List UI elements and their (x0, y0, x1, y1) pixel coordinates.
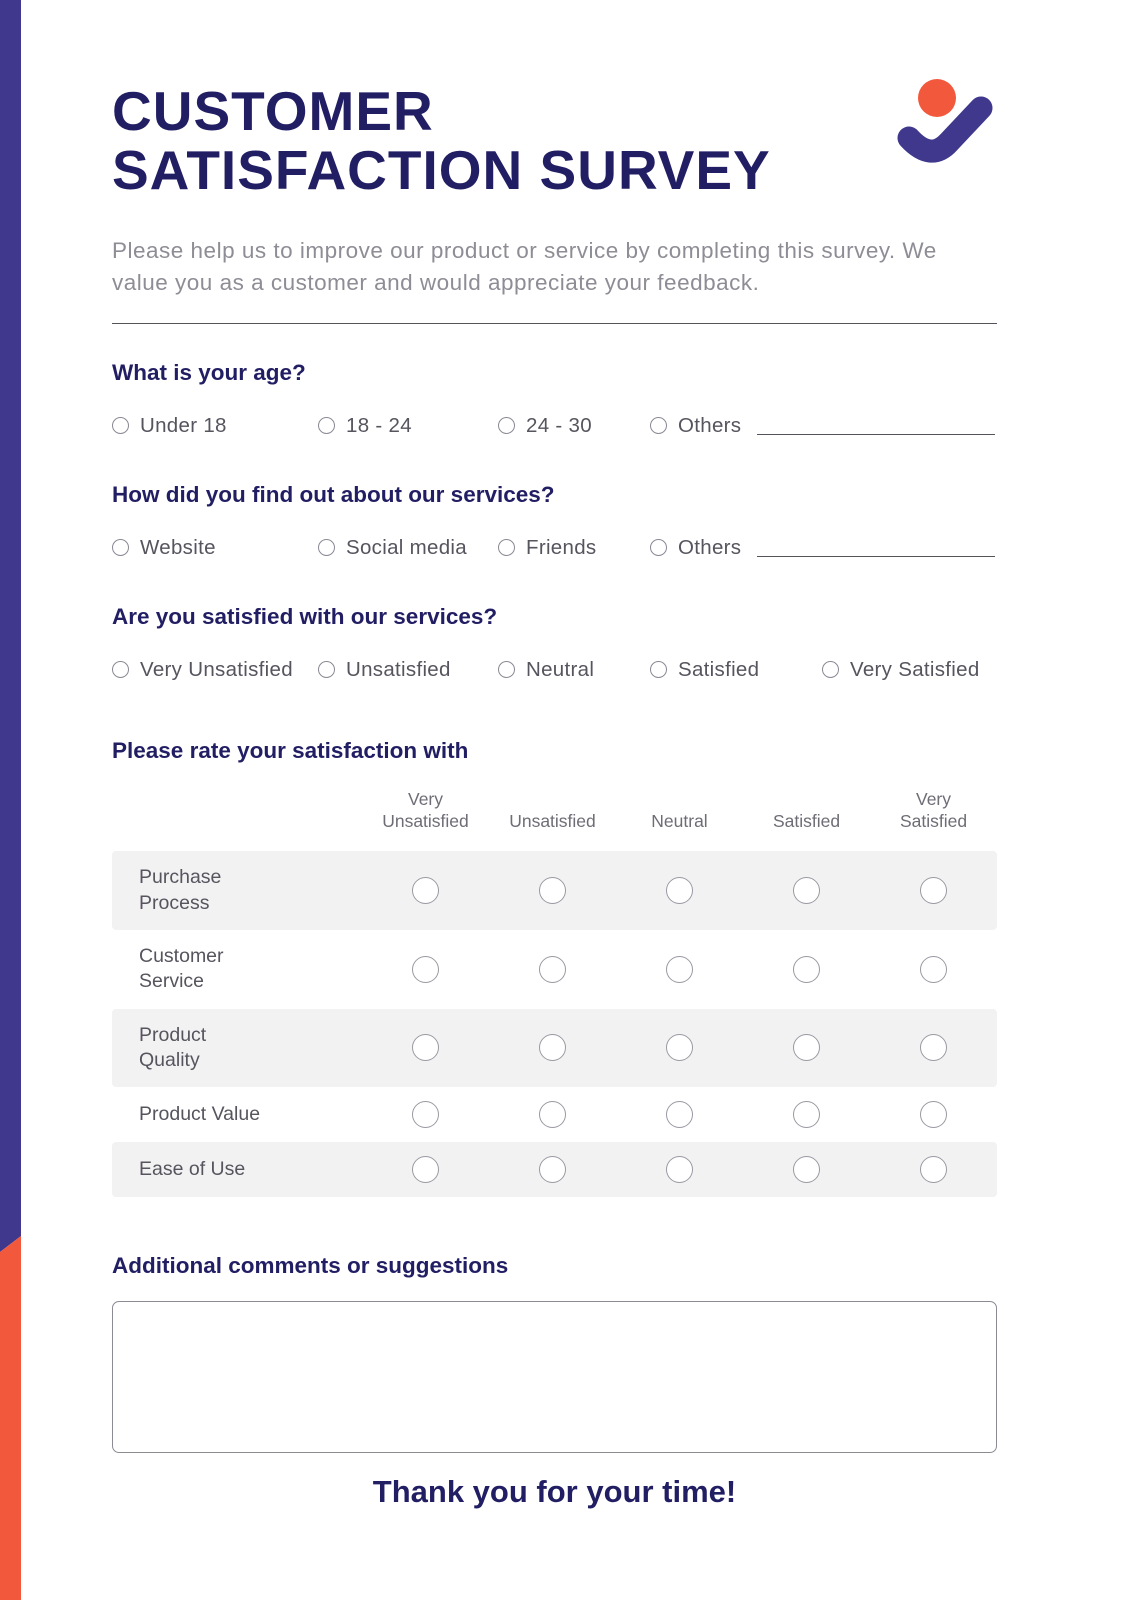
radio-icon[interactable] (412, 1034, 439, 1061)
radio-icon[interactable] (920, 1101, 947, 1128)
page-title (112, 82, 771, 201)
option-unsatisfied[interactable] (318, 658, 498, 682)
option-very-unsatisfied[interactable] (112, 658, 318, 682)
option-label: Others (678, 535, 742, 559)
radio-icon[interactable] (666, 956, 693, 983)
header (112, 82, 997, 201)
option-label: Neutral (526, 657, 595, 681)
radio-icon[interactable] (498, 417, 515, 434)
option-neutral[interactable] (498, 658, 650, 682)
question-referral-label: How did you find out about our services? (112, 481, 555, 507)
matrix-col-header: Very Satisfied (899, 788, 968, 832)
option-others-age[interactable] (650, 414, 741, 438)
others-write-in-line[interactable] (757, 556, 995, 557)
radio-icon[interactable] (793, 877, 820, 904)
option-very-satisfied[interactable] (822, 658, 980, 682)
comments-section (112, 1253, 997, 1458)
radio-icon[interactable] (793, 1101, 820, 1128)
option-24-30[interactable] (498, 414, 650, 438)
question-referral (112, 482, 997, 560)
question-satisfaction-label: Are you satisfied with our services? (112, 603, 498, 629)
page-content (112, 0, 997, 1510)
option-label: 18 - 24 (346, 413, 412, 437)
matrix-row-product-quality (112, 1009, 997, 1088)
left-stripe-orange (0, 1236, 21, 1600)
radio-icon[interactable] (318, 661, 335, 678)
option-friends[interactable] (498, 536, 650, 560)
radio-icon[interactable] (412, 1101, 439, 1128)
matrix-row-label: Product Quality (139, 1023, 207, 1071)
radio-icon[interactable] (539, 1156, 566, 1183)
matrix-header-row (112, 788, 997, 834)
question-age-options (112, 414, 997, 438)
radio-icon[interactable] (412, 1156, 439, 1183)
radio-icon[interactable] (112, 661, 129, 678)
option-label: Satisfied (678, 657, 760, 681)
radio-icon[interactable] (539, 1034, 566, 1061)
option-label: Unsatisfied (346, 657, 451, 681)
radio-icon[interactable] (666, 1101, 693, 1128)
left-stripe-purple (0, 0, 21, 1252)
option-others-referral[interactable] (650, 536, 741, 560)
option-satisfied[interactable] (650, 658, 822, 682)
question-referral-options (112, 536, 997, 560)
title-line-2: SATISFACTION SURVEY (112, 139, 771, 202)
option-label: Very Satisfied (850, 657, 980, 681)
radio-icon[interactable] (822, 661, 839, 678)
matrix-row-product-value (112, 1087, 997, 1142)
matrix-row-label: Product Value (139, 1103, 261, 1126)
radio-icon[interactable] (666, 877, 693, 904)
option-label: Website (140, 535, 216, 559)
matrix-row-ease-of-use (112, 1142, 997, 1197)
question-satisfaction (112, 604, 997, 682)
radio-icon[interactable] (498, 539, 515, 556)
matrix-row-label: Purchase Process (139, 866, 222, 914)
question-satisfaction-options (112, 658, 997, 682)
matrix-row-label: Customer Service (139, 944, 224, 993)
matrix-row-label: Ease of Use (139, 1158, 246, 1181)
matrix-row-purchase-process (112, 851, 997, 930)
radio-icon[interactable] (920, 877, 947, 904)
radio-icon[interactable] (920, 1034, 947, 1061)
radio-icon[interactable] (650, 539, 667, 556)
radio-icon[interactable] (539, 956, 566, 983)
person-mark-logo-icon (893, 76, 997, 188)
radio-icon[interactable] (793, 1156, 820, 1183)
option-label: Very Unsatisfied (140, 657, 293, 681)
radio-icon[interactable] (666, 1034, 693, 1061)
question-age (112, 360, 997, 438)
radio-icon[interactable] (318, 539, 335, 556)
option-website[interactable] (112, 536, 318, 560)
satisfaction-matrix (112, 738, 997, 1198)
option-label: Social media (346, 535, 467, 559)
radio-icon[interactable] (920, 1156, 947, 1183)
radio-icon[interactable] (539, 1101, 566, 1128)
option-label: Others (678, 413, 742, 437)
radio-icon[interactable] (920, 956, 947, 983)
divider-line (112, 323, 997, 324)
radio-icon[interactable] (112, 417, 129, 434)
radio-icon[interactable] (666, 1156, 693, 1183)
matrix-col-header: Unsatisfied (509, 811, 596, 832)
option-label: 24 - 30 (526, 413, 592, 437)
matrix-table (112, 788, 997, 1198)
radio-icon[interactable] (650, 661, 667, 678)
option-label: Friends (526, 535, 597, 559)
option-social-media[interactable] (318, 536, 498, 560)
radio-icon[interactable] (318, 417, 335, 434)
option-18-24[interactable] (318, 414, 498, 438)
comments-input[interactable] (112, 1301, 997, 1453)
radio-icon[interactable] (412, 956, 439, 983)
matrix-row-customer-service (112, 930, 997, 1009)
others-write-in-line[interactable] (757, 434, 995, 435)
option-label: Under 18 (140, 413, 227, 437)
radio-icon[interactable] (412, 877, 439, 904)
title-line-1: CUSTOMER (112, 80, 434, 142)
radio-icon[interactable] (793, 956, 820, 983)
matrix-col-header: Neutral (651, 811, 708, 832)
radio-icon[interactable] (539, 877, 566, 904)
matrix-title: Please rate your satisfaction with (112, 737, 469, 763)
option-under-18[interactable] (112, 414, 318, 438)
question-age-label: What is your age? (112, 359, 306, 385)
matrix-col-header: Satisfied (772, 811, 841, 832)
thank-you-text: Thank you for your time! (372, 1474, 737, 1510)
intro-text: Please help us to improve our product or service by completing this survey. We value you as a customer and would appreciate your feedback. (112, 237, 937, 295)
matrix-col-header: Very Unsatisfied (382, 788, 469, 832)
comments-label: Additional comments or suggestions (112, 1253, 509, 1279)
radio-icon[interactable] (498, 661, 515, 678)
radio-icon[interactable] (650, 417, 667, 434)
radio-icon[interactable] (793, 1034, 820, 1061)
radio-icon[interactable] (112, 539, 129, 556)
